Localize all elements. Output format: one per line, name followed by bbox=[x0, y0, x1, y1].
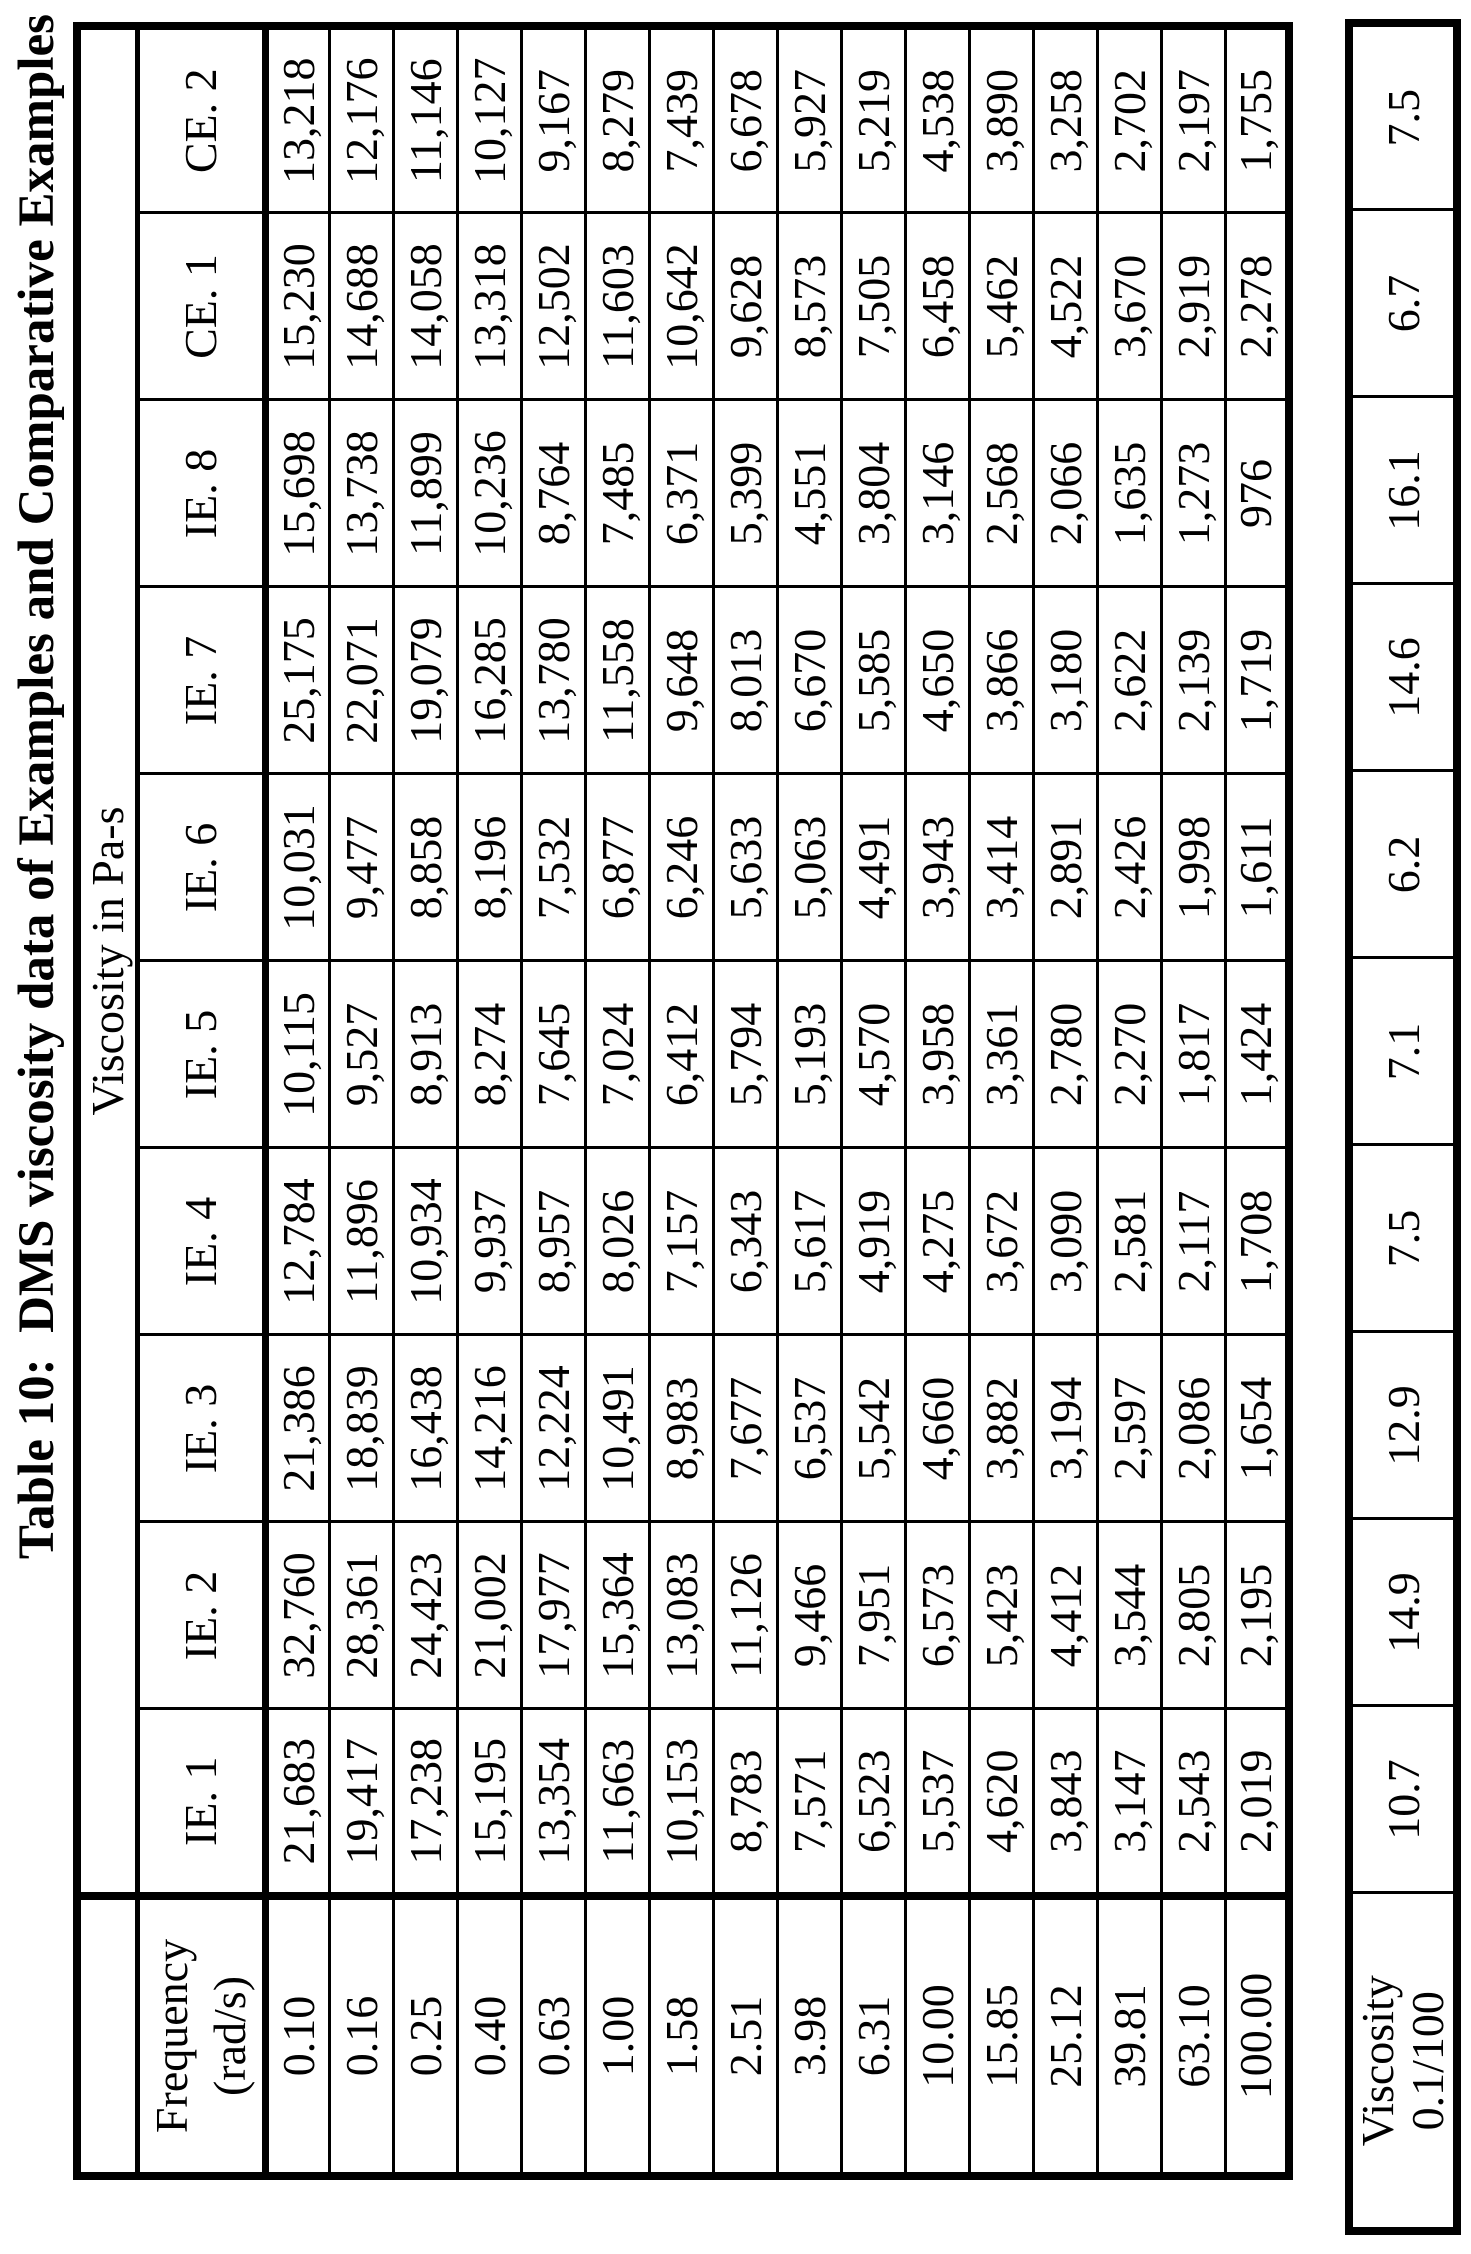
sample-column-header: IE. 1 bbox=[137, 1709, 265, 1896]
viscosity-value-cell: 15,364 bbox=[585, 1522, 649, 1709]
viscosity-value-cell: 5,617 bbox=[777, 1148, 841, 1335]
viscosity-table-head bbox=[77, 26, 265, 2176]
viscosity-value-cell: 2,891 bbox=[1033, 774, 1097, 961]
viscosity-value-cell: 3,958 bbox=[905, 961, 969, 1148]
viscosity-value-cell: 15,698 bbox=[265, 400, 329, 587]
viscosity-value-cell: 4,620 bbox=[969, 1709, 1033, 1896]
sample-column-header: IE. 6 bbox=[137, 774, 265, 961]
viscosity-value-cell: 7,439 bbox=[649, 26, 713, 213]
viscosity-value-cell: 14,688 bbox=[329, 213, 393, 400]
viscosity-value-cell: 12,176 bbox=[329, 26, 393, 213]
viscosity-value-cell: 8,026 bbox=[585, 1148, 649, 1335]
viscosity-value-cell: 4,650 bbox=[905, 587, 969, 774]
viscosity-value-cell: 5,063 bbox=[777, 774, 841, 961]
ratio-label-line1: Viscosity bbox=[1352, 1975, 1403, 2147]
table-row bbox=[713, 26, 777, 2176]
frequency-cell: 3.98 bbox=[777, 1896, 841, 2176]
column-header-row bbox=[137, 26, 265, 2176]
viscosity-value-cell: 6,573 bbox=[905, 1522, 969, 1709]
viscosity-value-cell: 2,019 bbox=[1225, 1709, 1289, 1896]
viscosity-value-cell: 2,086 bbox=[1161, 1335, 1225, 1522]
viscosity-value-cell: 6,246 bbox=[649, 774, 713, 961]
viscosity-value-cell: 3,258 bbox=[1033, 26, 1097, 213]
viscosity-value-cell: 4,538 bbox=[905, 26, 969, 213]
viscosity-value-cell: 8,858 bbox=[393, 774, 457, 961]
viscosity-value-cell: 10,153 bbox=[649, 1709, 713, 1896]
viscosity-value-cell: 5,794 bbox=[713, 961, 777, 1148]
viscosity-value-cell: 7,571 bbox=[777, 1709, 841, 1896]
viscosity-value-cell: 9,477 bbox=[329, 774, 393, 961]
viscosity-value-cell: 11,663 bbox=[585, 1709, 649, 1896]
table-row bbox=[777, 26, 841, 2176]
viscosity-value-cell: 8,764 bbox=[521, 400, 585, 587]
frequency-cell: 0.25 bbox=[393, 1896, 457, 2176]
viscosity-value-cell: 5,399 bbox=[713, 400, 777, 587]
ratio-value-cell: 7.5 bbox=[1349, 1145, 1457, 1332]
viscosity-value-cell: 4,491 bbox=[841, 774, 905, 961]
viscosity-value-cell: 8,196 bbox=[457, 774, 521, 961]
frequency-cell: 10.00 bbox=[905, 1896, 969, 2176]
frequency-cell: 0.10 bbox=[265, 1896, 329, 2176]
sample-column-header: IE. 8 bbox=[137, 400, 265, 587]
ratio-value-cell: 7.5 bbox=[1349, 23, 1457, 210]
viscosity-value-cell: 9,628 bbox=[713, 213, 777, 400]
viscosity-value-cell: 7,485 bbox=[585, 400, 649, 587]
viscosity-value-cell: 1,719 bbox=[1225, 587, 1289, 774]
ratio-label-line2: 0.1/100 bbox=[1402, 1991, 1453, 2131]
viscosity-table-body bbox=[265, 26, 1289, 2176]
viscosity-value-cell: 13,083 bbox=[649, 1522, 713, 1709]
viscosity-value-cell: 6,678 bbox=[713, 26, 777, 213]
viscosity-value-cell: 5,193 bbox=[777, 961, 841, 1148]
viscosity-value-cell: 2,278 bbox=[1225, 213, 1289, 400]
viscosity-value-cell: 5,927 bbox=[777, 26, 841, 213]
frequency-cell: 100.00 bbox=[1225, 1896, 1289, 2176]
viscosity-value-cell: 3,361 bbox=[969, 961, 1033, 1148]
viscosity-value-cell: 11,558 bbox=[585, 587, 649, 774]
viscosity-value-cell: 3,180 bbox=[1033, 587, 1097, 774]
sample-column-header: IE. 5 bbox=[137, 961, 265, 1148]
sample-column-header: IE. 2 bbox=[137, 1522, 265, 1709]
viscosity-value-cell: 2,195 bbox=[1225, 1522, 1289, 1709]
frequency-header-line2: (rad/s) bbox=[203, 1975, 255, 2097]
viscosity-value-cell: 16,438 bbox=[393, 1335, 457, 1522]
viscosity-value-cell: 9,167 bbox=[521, 26, 585, 213]
viscosity-value-cell: 21,386 bbox=[265, 1335, 329, 1522]
viscosity-value-cell: 5,423 bbox=[969, 1522, 1033, 1709]
viscosity-value-cell: 7,645 bbox=[521, 961, 585, 1148]
viscosity-value-cell: 16,285 bbox=[457, 587, 521, 774]
viscosity-value-cell: 12,224 bbox=[521, 1335, 585, 1522]
ratio-label bbox=[1349, 1893, 1457, 2231]
viscosity-value-cell: 13,218 bbox=[265, 26, 329, 213]
viscosity-value-cell: 5,537 bbox=[905, 1709, 969, 1896]
viscosity-value-cell: 7,157 bbox=[649, 1148, 713, 1335]
viscosity-value-cell: 1,273 bbox=[1161, 400, 1225, 587]
viscosity-value-cell: 13,780 bbox=[521, 587, 585, 774]
viscosity-value-cell: 2,117 bbox=[1161, 1148, 1225, 1335]
viscosity-value-cell: 4,522 bbox=[1033, 213, 1097, 400]
table-row bbox=[393, 26, 457, 2176]
viscosity-value-cell: 4,660 bbox=[905, 1335, 969, 1522]
viscosity-value-cell: 18,839 bbox=[329, 1335, 393, 1522]
table-row bbox=[905, 26, 969, 2176]
viscosity-value-cell: 25,175 bbox=[265, 587, 329, 774]
ratio-value-cell: 16.1 bbox=[1349, 397, 1457, 584]
table-row bbox=[585, 26, 649, 2176]
frequency-cell: 0.40 bbox=[457, 1896, 521, 2176]
viscosity-value-cell: 6,412 bbox=[649, 961, 713, 1148]
ratio-value-cell: 10.7 bbox=[1349, 1706, 1457, 1893]
viscosity-value-cell: 7,024 bbox=[585, 961, 649, 1148]
viscosity-value-cell: 2,139 bbox=[1161, 587, 1225, 774]
viscosity-value-cell: 9,527 bbox=[329, 961, 393, 1148]
viscosity-value-cell: 5,542 bbox=[841, 1335, 905, 1522]
viscosity-value-cell: 3,890 bbox=[969, 26, 1033, 213]
viscosity-value-cell: 7,677 bbox=[713, 1335, 777, 1522]
sample-column-header: IE. 4 bbox=[137, 1148, 265, 1335]
viscosity-value-cell: 1,654 bbox=[1225, 1335, 1289, 1522]
table-title: Table 10: DMS viscosity data of Examples and Comparative Examples bbox=[9, 14, 65, 1560]
frequency-cell: 6.31 bbox=[841, 1896, 905, 2176]
viscosity-value-cell: 5,462 bbox=[969, 213, 1033, 400]
viscosity-value-cell: 11,896 bbox=[329, 1148, 393, 1335]
viscosity-value-cell: 11,146 bbox=[393, 26, 457, 213]
viscosity-value-cell: 3,866 bbox=[969, 587, 1033, 774]
viscosity-value-cell: 13,738 bbox=[329, 400, 393, 587]
viscosity-value-cell: 14,216 bbox=[457, 1335, 521, 1522]
viscosity-value-cell: 8,983 bbox=[649, 1335, 713, 1522]
viscosity-value-cell: 1,635 bbox=[1097, 400, 1161, 587]
viscosity-value-cell: 2,568 bbox=[969, 400, 1033, 587]
viscosity-value-cell: 10,031 bbox=[265, 774, 329, 961]
table-row bbox=[969, 26, 1033, 2176]
viscosity-value-cell: 5,219 bbox=[841, 26, 905, 213]
viscosity-value-cell: 5,633 bbox=[713, 774, 777, 961]
viscosity-value-cell: 2,597 bbox=[1097, 1335, 1161, 1522]
viscosity-value-cell: 10,115 bbox=[265, 961, 329, 1148]
viscosity-value-cell: 1,998 bbox=[1161, 774, 1225, 961]
viscosity-value-cell: 2,622 bbox=[1097, 587, 1161, 774]
viscosity-value-cell: 15,230 bbox=[265, 213, 329, 400]
viscosity-value-cell: 3,544 bbox=[1097, 1522, 1161, 1709]
viscosity-value-cell: 2,581 bbox=[1097, 1148, 1161, 1335]
frequency-cell: 1.58 bbox=[649, 1896, 713, 2176]
viscosity-value-cell: 9,937 bbox=[457, 1148, 521, 1335]
viscosity-value-cell: 5,585 bbox=[841, 587, 905, 774]
viscosity-value-cell: 6,343 bbox=[713, 1148, 777, 1335]
frequency-cell: 2.51 bbox=[713, 1896, 777, 2176]
viscosity-value-cell: 14,058 bbox=[393, 213, 457, 400]
viscosity-value-cell: 6,523 bbox=[841, 1709, 905, 1896]
viscosity-value-cell: 7,505 bbox=[841, 213, 905, 400]
viscosity-value-cell: 10,127 bbox=[457, 26, 521, 213]
viscosity-value-cell: 8,274 bbox=[457, 961, 521, 1148]
viscosity-value-cell: 2,426 bbox=[1097, 774, 1161, 961]
table-row bbox=[1033, 26, 1097, 2176]
ratio-row bbox=[1349, 23, 1457, 2231]
viscosity-value-cell: 2,702 bbox=[1097, 26, 1161, 213]
table-row bbox=[1161, 26, 1225, 2176]
viscosity-value-cell: 2,805 bbox=[1161, 1522, 1225, 1709]
table-row bbox=[1097, 26, 1161, 2176]
frequency-cell: 25.12 bbox=[1033, 1896, 1097, 2176]
ratio-value-cell: 7.1 bbox=[1349, 958, 1457, 1145]
viscosity-value-cell: 9,648 bbox=[649, 587, 713, 774]
viscosity-value-cell: 1,424 bbox=[1225, 961, 1289, 1148]
ratio-value-cell: 14.9 bbox=[1349, 1519, 1457, 1706]
viscosity-value-cell: 8,957 bbox=[521, 1148, 585, 1335]
viscosity-value-cell: 19,079 bbox=[393, 587, 457, 774]
frequency-cell: 63.10 bbox=[1161, 1896, 1225, 2176]
viscosity-value-cell: 21,683 bbox=[265, 1709, 329, 1896]
ratio-table bbox=[1345, 19, 1461, 2235]
viscosity-value-cell: 17,977 bbox=[521, 1522, 585, 1709]
table-row bbox=[649, 26, 713, 2176]
viscosity-value-cell: 7,951 bbox=[841, 1522, 905, 1709]
table-row bbox=[457, 26, 521, 2176]
viscosity-value-cell: 1,708 bbox=[1225, 1148, 1289, 1335]
viscosity-value-cell: 21,002 bbox=[457, 1522, 521, 1709]
sample-column-header: CE. 1 bbox=[137, 213, 265, 400]
group-header-row bbox=[77, 26, 137, 2176]
table-row bbox=[265, 26, 329, 2176]
viscosity-value-cell: 11,126 bbox=[713, 1522, 777, 1709]
viscosity-value-cell: 6,371 bbox=[649, 400, 713, 587]
viscosity-value-cell: 4,275 bbox=[905, 1148, 969, 1335]
viscosity-value-cell: 3,672 bbox=[969, 1148, 1033, 1335]
viscosity-value-cell: 22,071 bbox=[329, 587, 393, 774]
viscosity-value-cell: 6,537 bbox=[777, 1335, 841, 1522]
viscosity-value-cell: 9,466 bbox=[777, 1522, 841, 1709]
frequency-cell: 1.00 bbox=[585, 1896, 649, 2176]
viscosity-value-cell: 7,532 bbox=[521, 774, 585, 961]
viscosity-value-cell: 8,783 bbox=[713, 1709, 777, 1896]
viscosity-value-cell: 3,146 bbox=[905, 400, 969, 587]
frequency-cell: 0.16 bbox=[329, 1896, 393, 2176]
viscosity-value-cell: 4,919 bbox=[841, 1148, 905, 1335]
viscosity-value-cell: 8,013 bbox=[713, 587, 777, 774]
table-row bbox=[521, 26, 585, 2176]
viscosity-value-cell: 11,899 bbox=[393, 400, 457, 587]
viscosity-value-cell: 6,877 bbox=[585, 774, 649, 961]
viscosity-value-cell: 2,543 bbox=[1161, 1709, 1225, 1896]
viscosity-value-cell: 15,195 bbox=[457, 1709, 521, 1896]
viscosity-value-cell: 3,414 bbox=[969, 774, 1033, 961]
viscosity-value-cell: 13,318 bbox=[457, 213, 521, 400]
viscosity-value-cell: 2,197 bbox=[1161, 26, 1225, 213]
viscosity-value-cell: 1,611 bbox=[1225, 774, 1289, 961]
frequency-cell: 39.81 bbox=[1097, 1896, 1161, 2176]
viscosity-value-cell: 8,913 bbox=[393, 961, 457, 1148]
viscosity-value-cell: 12,502 bbox=[521, 213, 585, 400]
viscosity-value-cell: 32,760 bbox=[265, 1522, 329, 1709]
frequency-header-line1: Frequency bbox=[145, 1938, 197, 2134]
viscosity-value-cell: 8,279 bbox=[585, 26, 649, 213]
viscosity-value-cell: 3,943 bbox=[905, 774, 969, 961]
viscosity-value-cell: 2,780 bbox=[1033, 961, 1097, 1148]
viscosity-value-cell: 17,238 bbox=[393, 1709, 457, 1896]
viscosity-value-cell: 10,236 bbox=[457, 400, 521, 587]
viscosity-value-cell: 11,603 bbox=[585, 213, 649, 400]
viscosity-value-cell: 2,270 bbox=[1097, 961, 1161, 1148]
viscosity-value-cell: 1,755 bbox=[1225, 26, 1289, 213]
sample-column-header: IE. 3 bbox=[137, 1335, 265, 1522]
viscosity-value-cell: 3,147 bbox=[1097, 1709, 1161, 1896]
viscosity-value-cell: 3,194 bbox=[1033, 1335, 1097, 1522]
viscosity-value-cell: 12,784 bbox=[265, 1148, 329, 1335]
sample-column-header: IE. 7 bbox=[137, 587, 265, 774]
viscosity-value-cell: 10,934 bbox=[393, 1148, 457, 1335]
corner-empty-cell bbox=[77, 1896, 137, 2176]
table-row bbox=[329, 26, 393, 2176]
viscosity-value-cell: 3,670 bbox=[1097, 213, 1161, 400]
viscosity-value-cell: 4,551 bbox=[777, 400, 841, 587]
frequency-cell: 0.63 bbox=[521, 1896, 585, 2176]
ratio-value-cell: 6.7 bbox=[1349, 210, 1457, 397]
viscosity-value-cell: 2,919 bbox=[1161, 213, 1225, 400]
viscosity-value-cell: 976 bbox=[1225, 400, 1289, 587]
viscosity-value-cell: 1,817 bbox=[1161, 961, 1225, 1148]
table-row bbox=[1225, 26, 1289, 2176]
viscosity-value-cell: 3,090 bbox=[1033, 1148, 1097, 1335]
viscosity-value-cell: 19,417 bbox=[329, 1709, 393, 1896]
ratio-value-cell: 14.6 bbox=[1349, 584, 1457, 771]
ratio-value-cell: 12.9 bbox=[1349, 1332, 1457, 1519]
viscosity-value-cell: 2,066 bbox=[1033, 400, 1097, 587]
viscosity-value-cell: 24,423 bbox=[393, 1522, 457, 1709]
viscosity-value-cell: 8,573 bbox=[777, 213, 841, 400]
viscosity-value-cell: 6,670 bbox=[777, 587, 841, 774]
viscosity-value-cell: 13,354 bbox=[521, 1709, 585, 1896]
viscosity-value-cell: 4,412 bbox=[1033, 1522, 1097, 1709]
viscosity-table bbox=[73, 22, 1293, 2180]
ratio-value-cell: 6.2 bbox=[1349, 771, 1457, 958]
frequency-header bbox=[137, 1896, 265, 2176]
viscosity-value-cell: 3,843 bbox=[1033, 1709, 1097, 1896]
viscosity-value-cell: 3,882 bbox=[969, 1335, 1033, 1522]
frequency-cell: 15.85 bbox=[969, 1896, 1033, 2176]
table-row bbox=[841, 26, 905, 2176]
sample-column-header: CE. 2 bbox=[137, 26, 265, 213]
viscosity-value-cell: 6,458 bbox=[905, 213, 969, 400]
viscosity-value-cell: 10,491 bbox=[585, 1335, 649, 1522]
viscosity-value-cell: 3,804 bbox=[841, 400, 905, 587]
viscosity-value-cell: 28,361 bbox=[329, 1522, 393, 1709]
group-header: Viscosity in Pa-s bbox=[77, 26, 137, 1896]
viscosity-value-cell: 10,642 bbox=[649, 213, 713, 400]
viscosity-value-cell: 4,570 bbox=[841, 961, 905, 1148]
